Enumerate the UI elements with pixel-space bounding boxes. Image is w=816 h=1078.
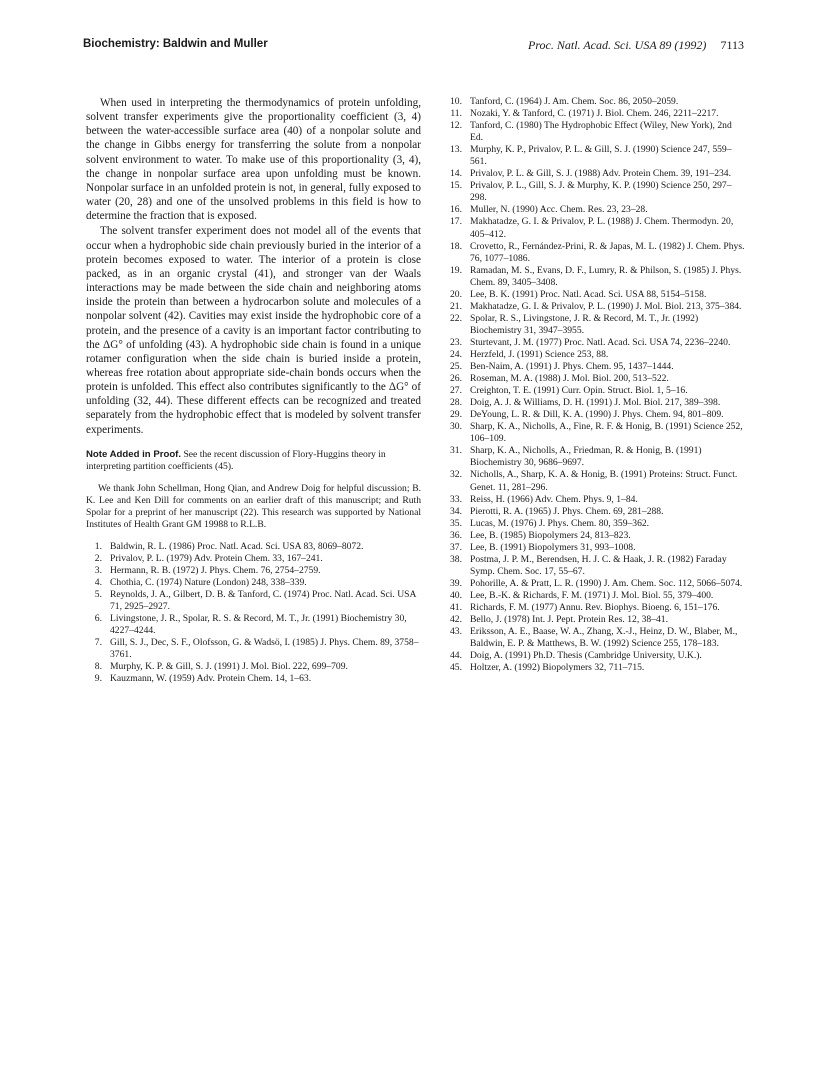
reference-item <box>446 96 746 108</box>
running-header <box>83 38 744 56</box>
reference-item <box>446 204 746 216</box>
reference-number: 39. <box>450 577 462 589</box>
reference-number: 36. <box>450 529 462 541</box>
reference-item <box>446 602 746 614</box>
body-paragraph: When used in interpreting the thermodynamics of protein unfolding, solvent transfer experiments give the proportionality coefficient (3, 4) between the water-accessible surface area (40) of a nonpolar solute and the change in Gibbs energy for transferring the solute from a nonpolar solvent environment to water. To make use of this proportionality (3, 4), the change in nonpolar surface area upon unfolding must be known. Nonpolar surface in an unfolded protein is not, in general, fully exposed to water (20, 28) and one of the unsolved problems in this field is how to determine the fraction that is exposed. <box>86 97 421 223</box>
reference-number: 43. <box>450 626 462 638</box>
reference-item <box>446 626 746 650</box>
reference-text: Privalov, P. L., Gill, S. J. & Murphy, K. P. (1990) Science 250, 297–298. <box>470 180 732 204</box>
reference-number: 6. <box>94 613 102 624</box>
reference-text: DeYoung, L. R. & Dill, K. A. (1990) J. Phys. Chem. 94, 801–809. <box>470 409 724 421</box>
reference-text: Nicholls, A., Sharp, K. A. & Honig, B. (1991) Proteins: Struct. Funct. Genet. 11, 281–296. <box>470 469 738 493</box>
reference-item <box>446 301 746 313</box>
reference-text: Doig, A. (1991) Ph.D. Thesis (Cambridge University, U.K.). <box>470 650 702 662</box>
reference-number: 25. <box>450 361 462 373</box>
reference-item <box>86 565 421 577</box>
body-paragraph: The solvent transfer experiment does not model all of the events that occur when a hydrophobic side chain previously buried in the interior of a protein becomes exposed to water. The interior of a protein is close packed, as in an organic crystal (41), and stronger van der Waals interactions may be made between the side chain and neighboring atoms inside the protein than between a hydrocarbon solute and molecules of a nonpolar solvent (42). Cavities may exist inside the hydrophobic core of a protein, and the presence of a cavity is an important factor contributing to the ΔG° of unfolding (43). A hydrophobic side chain is found in a unique rotamer configuration when the side chain is buried inside a protein, whereas free rotation about appropriate side-chain bonds occurs when the protein is unfolded. This effect also contributes significantly to the ΔG° of unfolding (32, 44). These different effects can be recognized and treated separately from the hydrophobic effect that is modeled by solvent transfer experiments. <box>86 225 421 436</box>
reference-item <box>446 289 746 301</box>
right-column <box>446 96 746 674</box>
reference-item <box>86 541 421 553</box>
reference-item <box>446 397 746 409</box>
reference-number: 40. <box>450 589 462 601</box>
reference-number: 1. <box>94 540 102 552</box>
reference-item <box>446 337 746 349</box>
reference-number: 12. <box>450 120 462 132</box>
reference-number: 11. <box>450 108 462 120</box>
reference-item <box>446 650 746 662</box>
reference-text: Lee, B. (1991) Biopolymers 31, 993–1008. <box>470 541 636 553</box>
reference-item <box>446 349 746 361</box>
reference-text: Pohorille, A. & Pratt, L. R. (1990) J. Am. Chem. Soc. 112, 5066–5074. <box>470 577 743 589</box>
reference-number: 23. <box>450 336 462 348</box>
left-column <box>86 96 421 685</box>
reference-text: Lee, B. (1985) Biopolymers 24, 813–823. <box>470 529 631 541</box>
reference-item <box>446 265 746 289</box>
reference-text: Postma, J. P. M., Berendsen, H. J. C. & Haak, J. R. (1982) Faraday Symp. Chem. Soc. 17, 55–67. <box>470 553 727 577</box>
reference-number: 7. <box>94 637 102 649</box>
reference-number: 37. <box>450 541 462 553</box>
reference-text: Lucas, M. (1976) J. Phys. Chem. 80, 359–362. <box>470 517 650 529</box>
reference-list-right <box>446 96 746 674</box>
reference-text: Crovetto, R., Fernández-Prini, R. & Japas, M. L. (1982) J. Chem. Phys. 76, 1077–1086. <box>470 240 745 264</box>
reference-number: 16. <box>450 204 462 216</box>
reference-item <box>446 590 746 602</box>
reference-item <box>446 361 746 373</box>
reference-item <box>446 120 746 144</box>
reference-number: 33. <box>450 493 462 505</box>
reference-number: 20. <box>450 288 462 300</box>
reference-text: Gill, S. J., Dec, S. F., Olofsson, G. & Wadsö, I. (1985) J. Phys. Chem. 89, 3758–3761. <box>110 637 419 661</box>
reference-number: 8. <box>94 661 102 673</box>
note-added-in-proof <box>86 449 421 473</box>
reference-item <box>86 637 421 661</box>
reference-item <box>446 385 746 397</box>
reference-text: Lee, B.-K. & Richards, F. M. (1971) J. Mol. Biol. 55, 379–400. <box>470 589 714 601</box>
header-journal-info <box>528 38 744 53</box>
reference-text: Reiss, H. (1966) Adv. Chem. Phys. 9, 1–84. <box>470 493 638 505</box>
reference-number: 9. <box>94 673 102 685</box>
reference-text: Sharp, K. A., Nicholls, A., Friedman, R. & Honig, B. (1991) Biochemistry 30, 9686–9697. <box>470 445 702 469</box>
reference-text: Baldwin, R. L. (1986) Proc. Natl. Acad. Sci. USA 83, 8069–8072. <box>110 540 364 552</box>
reference-item <box>446 445 746 469</box>
reference-item <box>446 421 746 445</box>
header-journal: Proc. Natl. Acad. Sci. USA 89 (1992) <box>528 38 707 52</box>
reference-item <box>446 542 746 554</box>
reference-number: 45. <box>450 662 462 674</box>
reference-number: 31. <box>450 445 462 457</box>
reference-number: 28. <box>450 397 462 409</box>
reference-text: Murphy, K. P., Privalov, P. L. & Gill, S. J. (1990) Science 247, 559–561. <box>470 144 732 168</box>
reference-number: 5. <box>94 588 102 600</box>
reference-number: 13. <box>450 144 462 156</box>
reference-item <box>446 494 746 506</box>
reference-item <box>446 313 746 337</box>
reference-item <box>446 108 746 120</box>
reference-text: Hermann, R. B. (1972) J. Phys. Chem. 76, 2754–2759. <box>110 564 321 576</box>
reference-text: Sturtevant, J. M. (1977) Proc. Natl. Acad. Sci. USA 74, 2236–2240. <box>470 336 731 348</box>
reference-text: Kauzmann, W. (1959) Adv. Protein Chem. 14, 1–63. <box>110 673 312 685</box>
page-number: 7113 <box>720 38 744 52</box>
reference-number: 30. <box>450 421 462 433</box>
reference-number: 14. <box>450 168 462 180</box>
reference-item <box>446 506 746 518</box>
reference-text: Creighton, T. E. (1991) Curr. Opin. Struct. Biol. 1, 5–16. <box>470 385 688 397</box>
reference-text: Lee, B. K. (1991) Proc. Natl. Acad. Sci. USA 88, 5154–5158. <box>470 288 707 300</box>
reference-item <box>446 144 746 168</box>
header-authors: Biochemistry: Baldwin and Muller <box>83 38 268 50</box>
reference-number: 17. <box>450 216 462 228</box>
reference-item <box>446 518 746 530</box>
reference-number: 26. <box>450 373 462 385</box>
reference-item <box>446 554 746 578</box>
reference-item <box>446 168 746 180</box>
reference-item <box>446 241 746 265</box>
reference-text: Murphy, K. P. & Gill, S. J. (1991) J. Mol. Biol. 222, 699–709. <box>110 661 348 673</box>
reference-number: 19. <box>450 264 462 276</box>
reference-text: Roseman, M. A. (1988) J. Mol. Biol. 200, 513–522. <box>470 373 669 385</box>
reference-text: Makhatadze, G. I. & Privalov, P. L. (1990) J. Mol. Biol. 213, 375–384. <box>470 300 742 312</box>
reference-number: 24. <box>450 348 462 360</box>
reference-text: Herzfeld, J. (1991) Science 253, 88. <box>470 348 609 360</box>
reference-text: Privalov, P. L. (1979) Adv. Protein Chem. 33, 167–241. <box>110 552 323 564</box>
reference-number: 3. <box>94 564 102 576</box>
reference-number: 38. <box>450 553 462 565</box>
reference-number: 29. <box>450 409 462 421</box>
reference-item <box>446 373 746 385</box>
reference-text: Spolar, R. S., Livingstone, J. R. & Record, M. T., Jr. (1992) Biochemistry 31, 3947–3955. <box>470 312 699 336</box>
reference-number: 27. <box>450 385 462 397</box>
reference-item <box>86 613 421 637</box>
reference-text: Richards, F. M. (1977) Annu. Rev. Biophys. Bioeng. 6, 151–176. <box>470 601 720 613</box>
reference-number: 34. <box>450 505 462 517</box>
reference-item <box>86 577 421 589</box>
reference-text: Doig, A. J. & Williams, D. H. (1991) J. Mol. Biol. 217, 389–398. <box>470 397 721 409</box>
reference-item <box>446 469 746 493</box>
note-text: See the recent discussion of Flory-Huggins theory in interpreting partition coefficients (45). <box>86 448 386 472</box>
reference-text: Eriksson, A. E., Baase, W. A., Zhang, X.-J., Heinz, D. W., Blaber, M., Baldwin, E. P. & Matthews, B. W. (1992) Science 255, 178–183. <box>470 626 738 650</box>
reference-text: Holtzer, A. (1992) Biopolymers 32, 711–715. <box>470 662 645 674</box>
reference-item <box>446 662 746 674</box>
reference-text: Ramadan, M. S., Evans, D. F., Lumry, R. & Philson, S. (1985) J. Phys. Chem. 89, 3405–3408. <box>470 264 742 288</box>
reference-number: 44. <box>450 650 462 662</box>
reference-item <box>86 553 421 565</box>
reference-text: Ben-Naim, A. (1991) J. Phys. Chem. 95, 1437–1444. <box>470 361 674 373</box>
reference-text: Muller, N. (1990) Acc. Chem. Res. 23, 23–28. <box>470 204 648 216</box>
reference-text: Pierotti, R. A. (1965) J. Phys. Chem. 69, 281–288. <box>470 505 664 517</box>
reference-number: 4. <box>94 576 102 588</box>
reference-text: Livingstone, J. R., Spolar, R. S. & Record, M. T., Jr. (1991) Biochemistry 30, 4227–4244. <box>110 613 407 637</box>
reference-text: Tanford, C. (1964) J. Am. Chem. Soc. 86, 2050–2059. <box>470 96 679 107</box>
reference-item <box>446 530 746 542</box>
reference-text: Sharp, K. A., Nicholls, A., Fine, R. F. & Honig, B. (1991) Science 252, 106–109. <box>470 421 743 445</box>
reference-item <box>446 614 746 626</box>
reference-text: Tanford, C. (1980) The Hydrophobic Effect (Wiley, New York), 2nd Ed. <box>470 120 732 144</box>
reference-item <box>446 578 746 590</box>
reference-item <box>446 180 746 204</box>
reference-number: 32. <box>450 469 462 481</box>
reference-text: Nozaki, Y. & Tanford, C. (1971) J. Biol. Chem. 246, 2211–2217. <box>470 108 719 120</box>
reference-text: Makhatadze, G. I. & Privalov, P. L. (1988) J. Chem. Thermodyn. 20, 405–412. <box>470 216 734 240</box>
reference-text: Reynolds, J. A., Gilbert, D. B. & Tanford, C. (1974) Proc. Natl. Acad. Sci. USA 71, 2925–2927. <box>110 588 416 612</box>
reference-number: 22. <box>450 312 462 324</box>
reference-number: 18. <box>450 240 462 252</box>
reference-item <box>86 661 421 673</box>
reference-item <box>86 673 421 685</box>
reference-number: 41. <box>450 601 462 613</box>
reference-number: 35. <box>450 517 462 529</box>
note-label: Note Added in Proof. <box>86 448 182 460</box>
reference-number: 42. <box>450 614 462 626</box>
reference-text: Chothia, C. (1974) Nature (London) 248, 338–339. <box>110 576 307 588</box>
reference-text: Privalov, P. L. & Gill, S. J. (1988) Adv. Protein Chem. 39, 191–234. <box>470 168 731 180</box>
reference-list-left <box>86 541 421 686</box>
reference-item <box>446 409 746 421</box>
reference-number: 15. <box>450 180 462 192</box>
reference-number: 2. <box>94 552 102 564</box>
reference-item <box>86 589 421 613</box>
reference-number: 21. <box>450 300 462 312</box>
reference-number: 10. <box>450 96 462 107</box>
acknowledgment: We thank John Schellman, Hong Qian, and Andrew Doig for helpful discussion; B. K. Lee and Ken Dill for comments on an earlier draft of this manuscript; and Ruth Spolar for a preprint of her manuscript (22). This research was supported by National Institutes of Health Grant GM 19988 to R.L.B. <box>86 482 421 531</box>
reference-text: Bello, J. (1978) Int. J. Pept. Protein Res. 12, 38–41. <box>470 614 668 626</box>
reference-item <box>446 216 746 240</box>
